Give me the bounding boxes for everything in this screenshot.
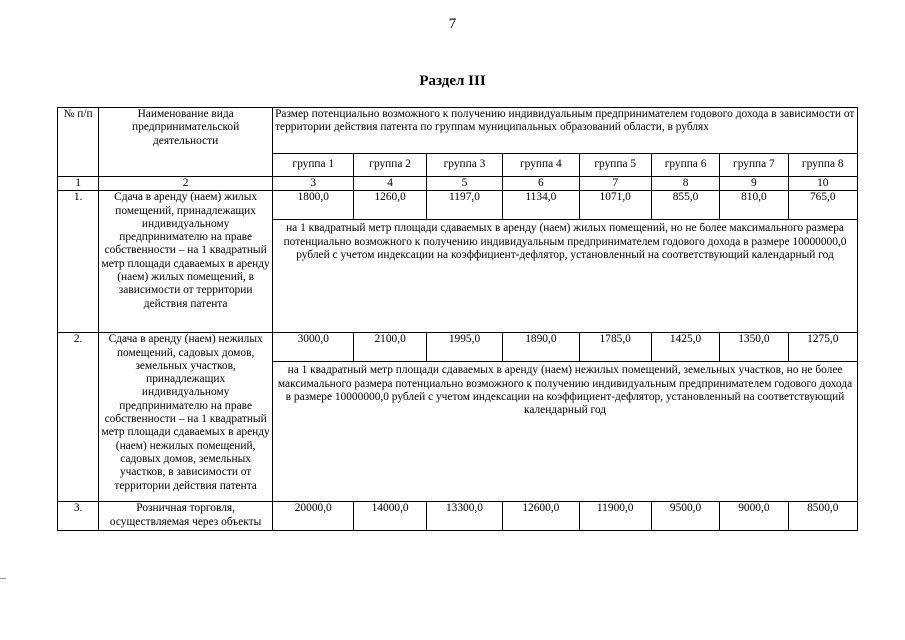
group-value: 1800,0 bbox=[273, 191, 354, 220]
group-value: 1785,0 bbox=[579, 333, 651, 362]
group-value: 1995,0 bbox=[426, 333, 502, 362]
group-value: 9500,0 bbox=[651, 502, 719, 531]
header-activity-name: Наименование вида предпринимательской деятельности bbox=[99, 108, 273, 177]
column-number: 8 bbox=[651, 177, 719, 191]
activity-name: Сдача в аренду (наем) нежилых помещений, садовых домов, земельных участков, принадлежащих индивидуальному предпринимателю на праве собственности – на 1 квадратный метр площади сдаваемых в аренду (наем) нежилых помещений, садовых домов, земельных участков, в зависимости от территории действия патента bbox=[99, 333, 273, 502]
group-value: 1134,0 bbox=[503, 191, 579, 220]
activity-name: Розничная торговля, осуществляемая через объекты bbox=[99, 502, 273, 531]
group-header: группа 8 bbox=[788, 154, 857, 177]
group-value: 1197,0 bbox=[426, 191, 502, 220]
activity-name: Сдача в аренду (наем) жилых помещений, принадлежащих индивидуальному предпринимателю на праве собственности – на 1 квадратный метр площади сдаваемых в аренду (наем) жилых помещений, в зависимости от территории действия патента bbox=[99, 191, 273, 333]
group-value: 1275,0 bbox=[788, 333, 857, 362]
section-title: Раздел III bbox=[419, 73, 486, 89]
group-value: 1425,0 bbox=[651, 333, 719, 362]
group-value: 14000,0 bbox=[354, 502, 426, 531]
row-number: 2. bbox=[58, 333, 99, 502]
column-number: 1 bbox=[58, 177, 99, 191]
scan-mark bbox=[0, 578, 6, 579]
group-value: 1260,0 bbox=[354, 191, 426, 220]
column-number: 4 bbox=[354, 177, 426, 191]
row-note: на 1 квадратный метр площади сдаваемых в аренду (наем) жилых помещений, но не более максимального размера потенциально возможного к получению индивидуальным предпринимателем годового дохода в размере 10000000,0 рублей с учетом индексации на коэффициент-дефлятор, установленный на соответствующий календарный год bbox=[273, 220, 858, 333]
row-number: 3. bbox=[58, 502, 99, 531]
group-header: группа 6 bbox=[651, 154, 719, 177]
row-number: 1. bbox=[58, 191, 99, 333]
group-header: группа 2 bbox=[354, 154, 426, 177]
group-value: 810,0 bbox=[720, 191, 788, 220]
group-header: группа 7 bbox=[720, 154, 788, 177]
group-value: 8500,0 bbox=[788, 502, 857, 531]
group-value: 1890,0 bbox=[503, 333, 579, 362]
group-header: группа 3 bbox=[426, 154, 502, 177]
patent-income-table bbox=[57, 107, 858, 531]
group-value: 12600,0 bbox=[503, 502, 579, 531]
column-number: 10 bbox=[788, 177, 857, 191]
group-header: группа 1 bbox=[273, 154, 354, 177]
group-value: 11900,0 bbox=[579, 502, 651, 531]
column-number: 2 bbox=[99, 177, 273, 191]
column-number: 9 bbox=[720, 177, 788, 191]
group-value: 20000,0 bbox=[273, 502, 354, 531]
row-note: на 1 квадратный метр площади сдаваемых в аренду (наем) нежилых помещений, земельных участков, но не более максимального размера потенциально возможного к получению индивидуальным предпринимателем годового дохода в размере 10000000,0 рублей с учетом индексации на коэффициент-дефлятор, установленный на соответствующий календарный год bbox=[273, 362, 858, 502]
group-value: 1350,0 bbox=[720, 333, 788, 362]
column-number: 5 bbox=[426, 177, 502, 191]
group-value: 3000,0 bbox=[273, 333, 354, 362]
column-number: 6 bbox=[503, 177, 579, 191]
group-value: 855,0 bbox=[651, 191, 719, 220]
page-number: 7 bbox=[448, 16, 457, 32]
column-number: 3 bbox=[273, 177, 354, 191]
group-value: 2100,0 bbox=[354, 333, 426, 362]
group-value: 13300,0 bbox=[426, 502, 502, 531]
column-number: 7 bbox=[579, 177, 651, 191]
group-value: 765,0 bbox=[788, 191, 857, 220]
header-income-size: Размер потенциально возможного к получению индивидуальным предпринимателем годового дохода в зависимости от территории действия патента по группам муниципальных образований области, в рублях bbox=[273, 108, 858, 154]
group-header: группа 5 bbox=[579, 154, 651, 177]
group-value: 9000,0 bbox=[720, 502, 788, 531]
header-num: № п/п bbox=[58, 108, 99, 177]
group-value: 1071,0 bbox=[579, 191, 651, 220]
group-header: группа 4 bbox=[503, 154, 579, 177]
